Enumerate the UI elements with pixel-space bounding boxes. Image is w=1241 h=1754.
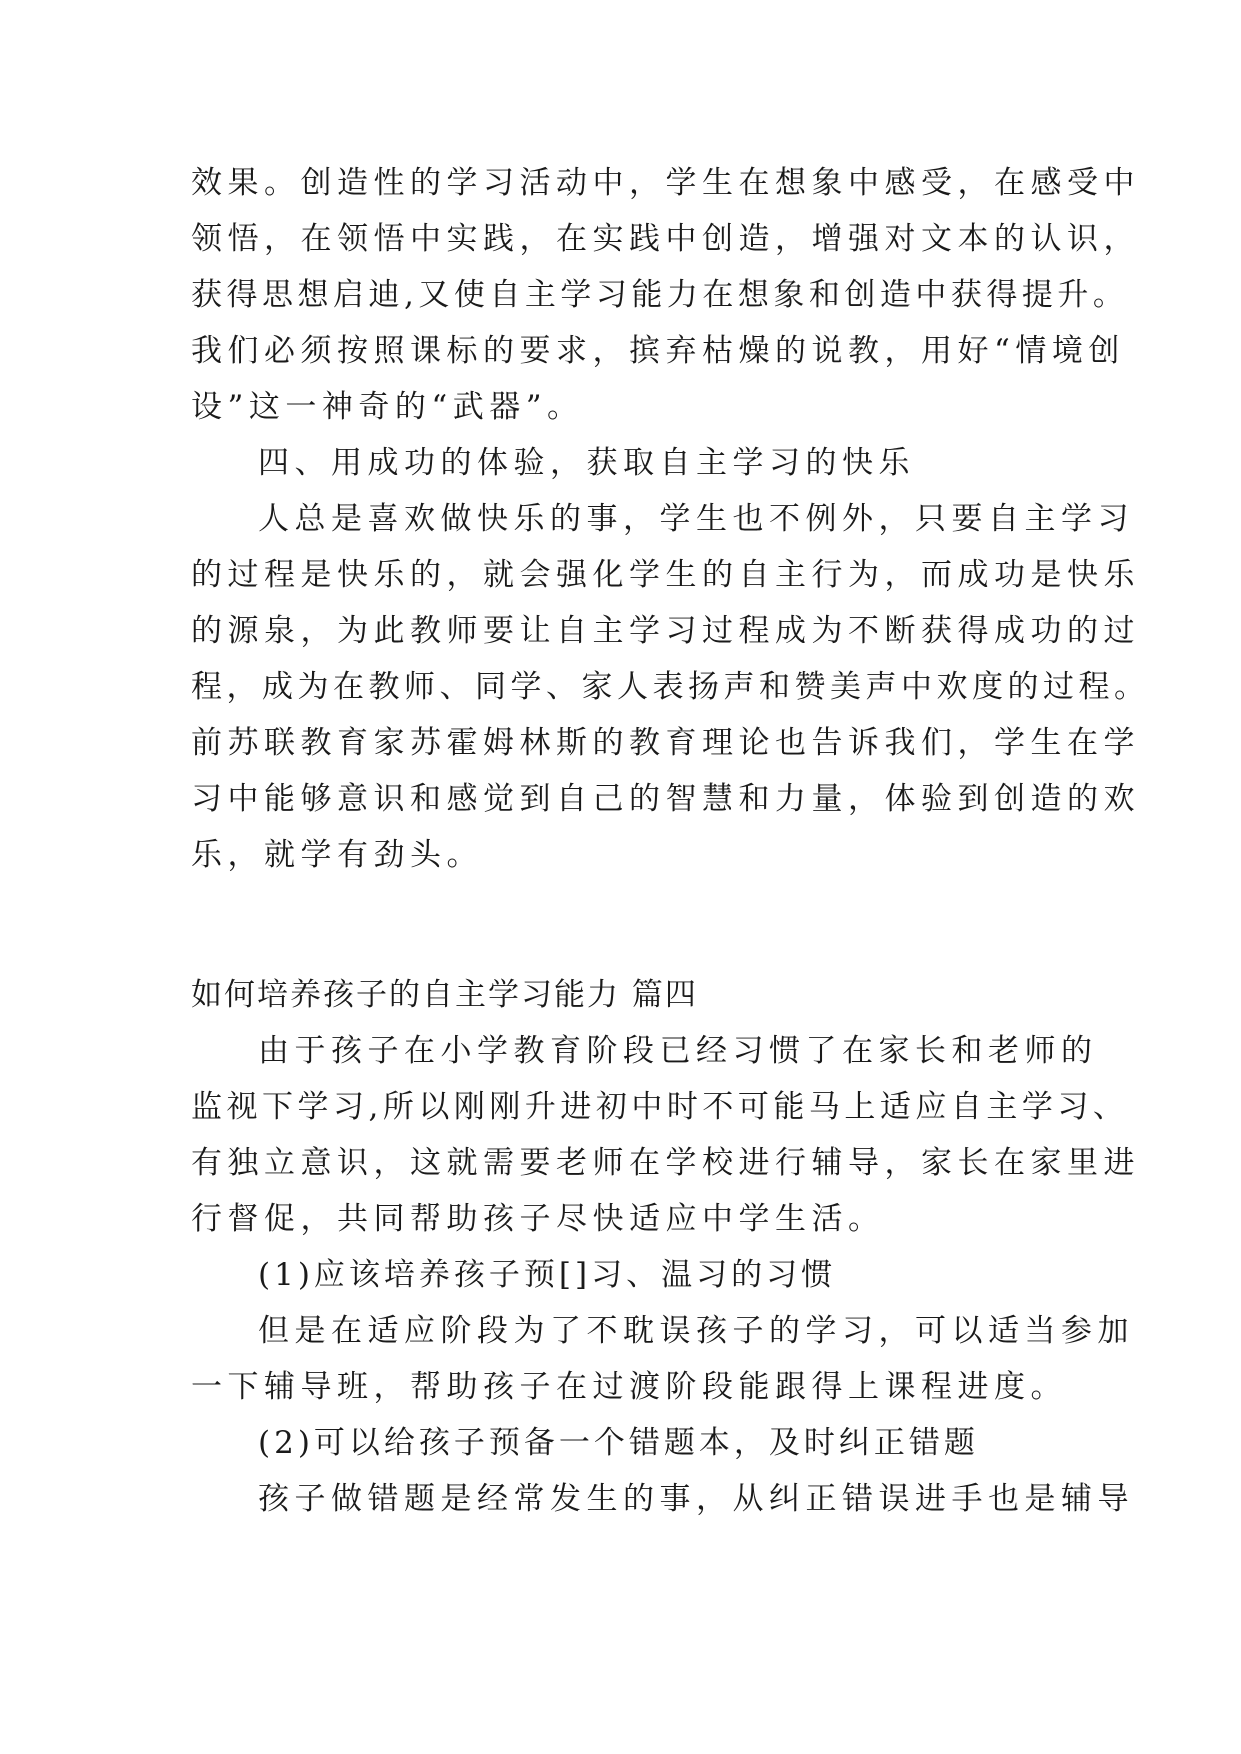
text-line: 但是在适应阶段为了不耽误孩子的学习，可以适当参加 [258,1313,1134,1349]
article-title: 如何培养孩子的自主学习能力 篇四 [191,977,698,1013]
text-line: 一下辅导班，帮助孩子在过渡阶段能跟得上课程进度。 [191,1369,1067,1405]
text-line: 由于孩子在小学教育阶段已经习惯了在家长和老师的 [258,1033,1098,1069]
section-heading: 四、用成功的体验，获取自主学习的快乐 [258,445,915,481]
point-heading: (2)可以给孩子预备一个错题本，及时纠正错题 [258,1425,979,1461]
text-line: 监视下学习,所以刚刚升进初中时不可能马上适应自主学习、 [191,1089,1129,1125]
text-line: 设”这一神奇的“武器”。 [191,389,584,425]
text-line: 的源泉，为此教师要让自主学习过程成为不断获得成功的过 [191,613,1140,649]
text-line: 的过程是快乐的，就会强化学生的自主行为，而成功是快乐 [191,557,1140,593]
text-line: 领悟，在领悟中实践，在实践中创造，增强对文本的认识， [191,221,1140,257]
text-line: 获得思想启迪,又使自主学习能力在想象和创造中获得提升。 [191,277,1129,313]
text-line: 乐，就学有劲头。 [191,837,483,873]
text-line: 习中能够意识和感觉到自己的智慧和力量，体验到创造的欢 [191,781,1140,817]
text-line: 效果。创造性的学习活动中，学生在想象中感受，在感受中 [191,165,1140,201]
text-line: 行督促，共同帮助孩子尽快适应中学生活。 [191,1201,885,1237]
text-line: 孩子做错题是经常发生的事，从纠正错误进手也是辅导 [258,1481,1134,1517]
text-line: 前苏联教育家苏霍姆林斯的教育理论也告诉我们，学生在学 [191,725,1140,761]
text-line: 有独立意识，这就需要老师在学校进行辅导，家长在家里进 [191,1145,1140,1181]
text-line: 人总是喜欢做快乐的事，学生也不例外，只要自主学习 [258,501,1134,537]
point-heading: (1)应该培养孩子预[]习、温习的习惯 [258,1257,837,1293]
text-line: 程，成为在教师、同学、家人表扬声和赞美声中欢度的过程。 [191,669,1150,705]
text-line: 我们必须按照课标的要求，摈弃枯燥的说教，用好“情境创 [191,333,1125,369]
